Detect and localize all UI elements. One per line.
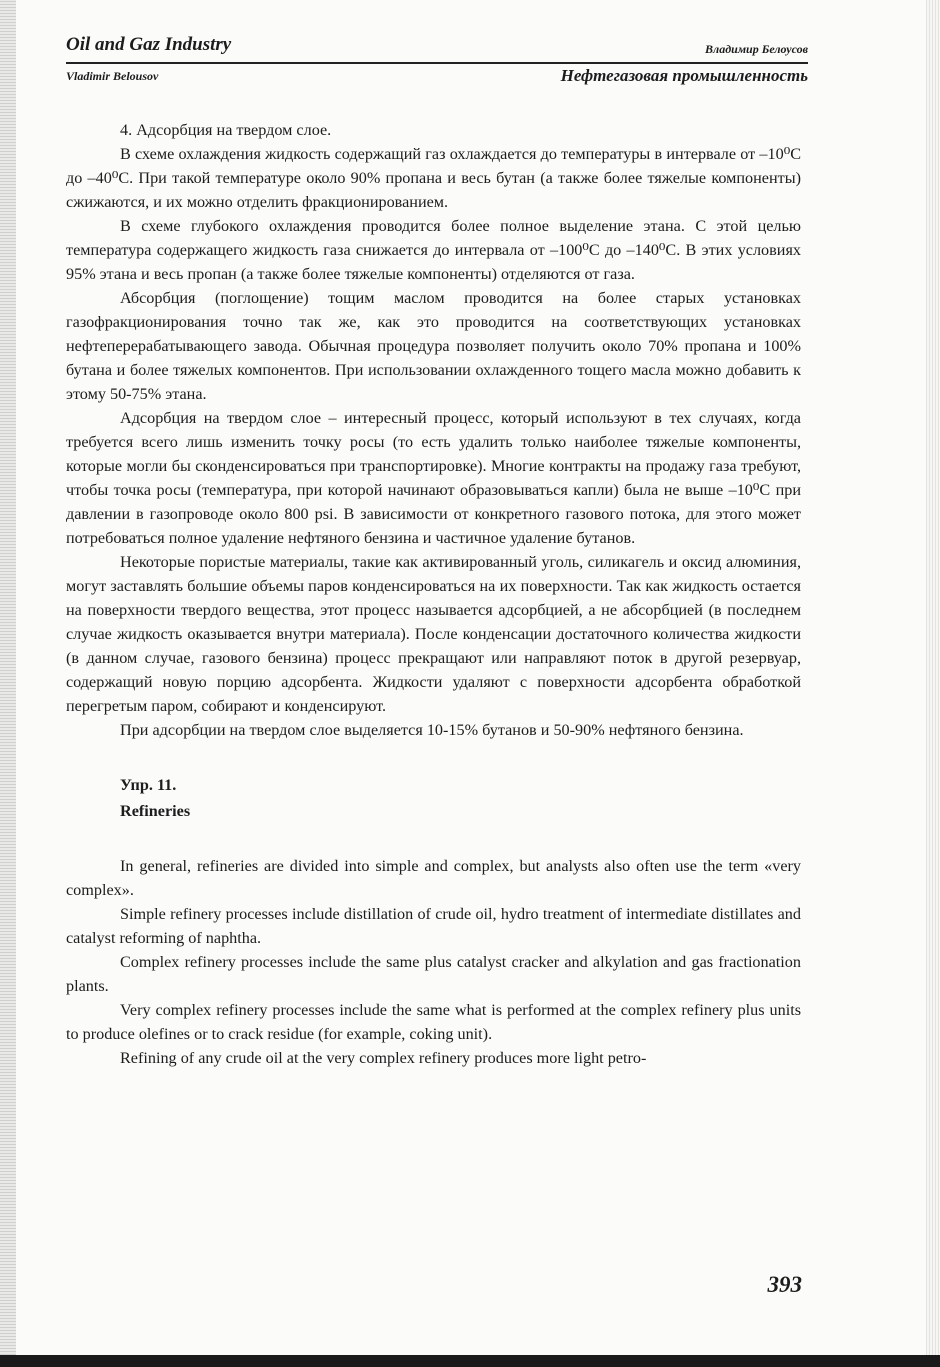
author-name-ru: Владимир Белоусов — [705, 42, 808, 56]
scan-bottom-edge — [0, 1355, 940, 1367]
paragraph: Адсорбция на твердом слое – интересный процесс, который используют в тех случаях, когда требуется всего лишь изменить точку росы (то есть удалить только наиболее тяжелые компоненты, которые могли бы сконденсироваться при транспортировке). Многие контракты на продажу газа требуют, чтобы точка росы (температура, при которой начинают образовываться капли) была не выше –10⁰С при давлении в газопроводе около 800 psi. В зависимости от конкретного газового потока, для этого может потребоваться полное удаление нефтяного бензина и частичное удаление бутанов. — [66, 409, 801, 547]
scan-page-edge — [926, 0, 940, 1367]
paragraph: Very complex refinery processes include the same what is performed at the complex refinery plus units to produce olefines or to crack residue (for example, coking unit). — [66, 1001, 801, 1043]
page-number: 393 — [767, 1272, 802, 1297]
paragraph: Абсорбция (поглощение) тощим маслом проводится на более старых установках газофракционирования точно так же, как это проводится на соответствующих установках нефтеперерабатывающего завода. Обычная процедура позволяет получить около 70% пропана и 100% бутана и более тяжелых компонентов. При использовании охлажденного тощего масла можно добавить к этому 50-75% этана. — [66, 289, 801, 403]
paragraph: Complex refinery processes include the same plus catalyst cracker and alkylation and gas fractionation plants. — [66, 953, 801, 995]
paragraph: 4. Адсорбция на твердом слое. — [120, 121, 332, 139]
paragraph: В схеме глубокого охлаждения проводится более полное выделение этана. С этой целью температура содержащего жидкость газа снижается до интервала от –100⁰С до –140⁰С. В этих условиях 95% этана и весь пропан (а также более тяжелые компоненты) отделяются от газа. — [66, 217, 801, 283]
page-body — [66, 118, 801, 1070]
journal-title-en: Oil and Gaz Industry — [66, 34, 232, 55]
paragraph: При адсорбции на твердом слое выделяется 10-15% бутанов и 50-90% нефтяного бензина. — [120, 721, 744, 739]
exercise-title: Refineries — [120, 802, 191, 820]
scan-binding-edge — [0, 0, 16, 1367]
paragraph: In general, refineries are divided into simple and complex, but analysts also often use the term «very complex». — [66, 857, 801, 899]
english-text — [66, 854, 801, 1070]
journal-title-ru: Нефтегазовая промышленность — [560, 66, 808, 85]
exercise-heading — [66, 772, 801, 824]
exercise-number: Упр. 11. — [120, 776, 177, 794]
paragraph: Refining of any crude oil at the very complex refinery produces more light petro- — [120, 1049, 647, 1067]
header-rule — [66, 62, 808, 64]
paragraph: В схеме охлаждения жидкость содержащий газ охлаждается до температуры в интервале от –10⁰С до –40⁰С. При такой температуре около 90% пропана и весь бутан (а также более тяжелые компоненты) сжижаются, и их можно отделить фракционированием. — [66, 145, 801, 211]
paragraph: Некоторые пористые материалы, такие как активированный уголь, силикагель и оксид алюминия, могут заставлять большие объемы паров конденсироваться на их поверхности. Так как жидкость остается на поверхности твердого вещества, этот процесс называется адсорбцией, а не абсорбцией (в последнем случае жидкость оказывается внутри материала). После конденсации достаточного количества жидкости (в данном случае, газового бензина) процесс прекращают или направляют поток в другой резервуар, содержащий новую порцию адсорбента. Жидкости удаляют с поверхности адсорбента обработкой перегретым паром, собирают и конденсируют. — [66, 553, 801, 715]
author-name-en: Vladimir Belousov — [66, 69, 159, 83]
running-header — [66, 34, 808, 85]
paragraph: Simple refinery processes include distillation of crude oil, hydro treatment of intermediate distillates and catalyst reforming of naphtha. — [66, 905, 801, 947]
